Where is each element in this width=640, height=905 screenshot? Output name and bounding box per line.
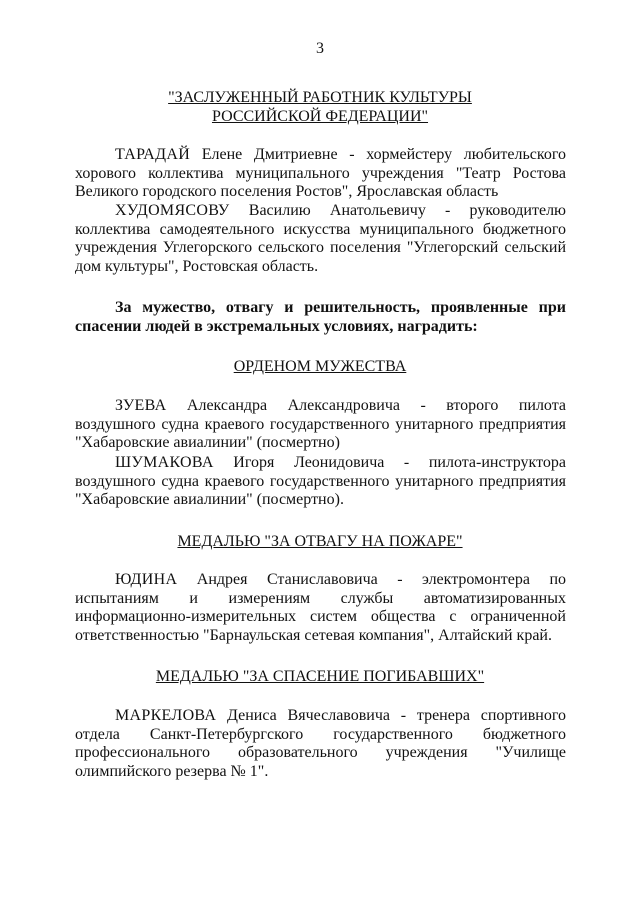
award-entry-zuev [75,397,566,453]
award-title-order-of-courage: ОРДЕНОМ МУЖЕСТВА [233,358,407,375]
page-number: 3 [316,40,324,57]
recipient-details: Елене Дмитриевне - хормейстеру любительского хорового коллектива муниципального учреждения "Театр Ростова Великого городского поселения Ростов", Ярославская область [75,146,567,201]
award-entry-shumakov [75,454,566,510]
award-entry-yudin [75,571,566,645]
recipient-details: Игоря Леонидовича - пилота-инструктора воздушного судна краевого государственного унитарного предприятия "Хабаровские авиалинии" (посмертно). [75,454,566,509]
recipient-details: Андрея Станиславовича - электромонтера по испытаниям и измерениям службы автоматизированных информационно-измерительных систем общества с ограниченной ответственностью "Барнаульская сетевая компания", Алтайский край. [75,571,567,644]
award-title-honored-culture-worker-line1: "ЗАСЛУЖЕННЫЙ РАБОТНИК КУЛЬТУРЫ [168,89,472,106]
recipient-surname: ХУДОМЯСОВУ [115,202,230,219]
recipient-surname: ЗУЕВА [115,397,167,414]
recipient-surname: ШУМАКОВА [115,454,214,471]
recipient-surname: МАРКЕЛОВА [115,707,217,724]
award-title-medal-fire-courage: МЕДАЛЬЮ "ЗА ОТВАГУ НА ПОЖАРЕ" [177,533,463,550]
award-title-medal-saving-lives: МЕДАЛЬЮ "ЗА СПАСЕНИЕ ПОГИБАВШИХ" [155,668,485,685]
award-entry-taradai [75,146,566,202]
award-entry-markelov [75,707,566,781]
courage-award-intro: За мужество, отвагу и решительность, проявленные при спасении людей в экстремальных условиях, наградить: [75,299,566,335]
recipient-details: Василию Анатольевичу - руководителю коллектива самодеятельного искусства муниципального бюджетного учреждения Углегорского сельского поселения "Углегорский сельский дом культуры", Ростовская область. [75,202,567,275]
recipient-details: Дениса Вячеславовича - тренера спортивного отдела Санкт-Петербургского государственного бюджетного профессионального образовательного учреждения "Училище олимпийского резерва № 1". [75,707,567,780]
recipient-details: Александра Александровича - второго пилота воздушного судна краевого государственного унитарного предприятия "Хабаровские авиалинии" (посмертно) [75,397,566,452]
award-title-honored-culture-worker-line2: РОССИЙСКОЙ ФЕДЕРАЦИИ" [211,108,429,125]
recipient-surname: ТАРАДАЙ [115,146,191,163]
recipient-surname: ЮДИНА [115,571,178,588]
award-entry-khudomyasov [75,202,566,276]
